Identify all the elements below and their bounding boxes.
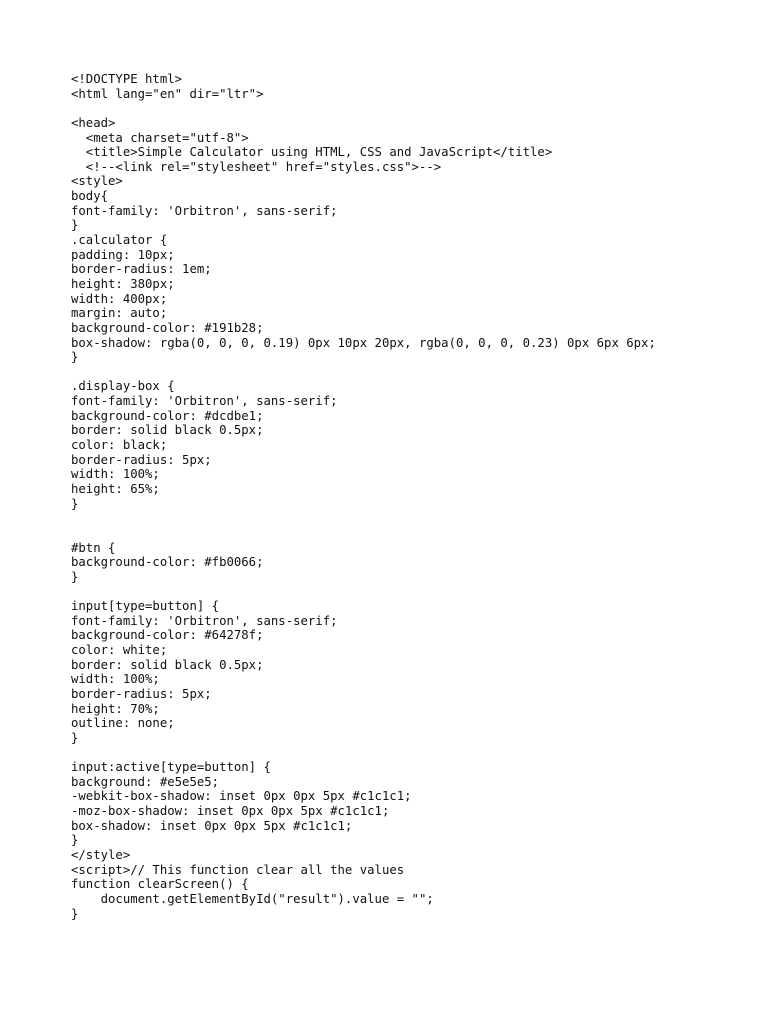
code-line: -webkit-box-shadow: inset 0px 0px 5px #c1c1c1; xyxy=(71,789,412,804)
code-line: border: solid black 0.5px; xyxy=(71,423,264,438)
code-line: box-shadow: inset 0px 0px 5px #c1c1c1; xyxy=(71,818,353,833)
code-line: } xyxy=(71,496,79,511)
code-listing xyxy=(71,72,656,921)
code-line: } xyxy=(71,833,79,848)
code-line: background-color: #fb0066; xyxy=(71,555,264,570)
code-line: background: #e5e5e5; xyxy=(71,774,220,789)
code-line: background-color: #dcdbe1; xyxy=(71,408,264,423)
code-line xyxy=(71,745,656,760)
code-line: </style> xyxy=(71,847,131,862)
code-line: } xyxy=(71,730,79,745)
code-line: width: 100%; xyxy=(71,467,160,482)
code-line: <html lang="en" dir="ltr"> xyxy=(71,86,264,101)
code-line xyxy=(71,101,656,116)
code-line xyxy=(71,584,656,599)
code-line: .display-box { xyxy=(71,379,175,394)
code-line: font-family: 'Orbitron', sans-serif; xyxy=(71,203,338,218)
code-line: border: solid black 0.5px; xyxy=(71,657,264,672)
code-line: } xyxy=(71,906,79,921)
code-line: height: 380px; xyxy=(71,276,175,291)
code-line: <!DOCTYPE html> xyxy=(71,72,183,86)
code-line: height: 70%; xyxy=(71,701,160,716)
code-line: background-color: #64278f; xyxy=(71,628,264,643)
code-line: width: 100%; xyxy=(71,672,160,687)
code-line: } xyxy=(71,569,79,584)
code-line: } xyxy=(71,218,79,233)
code-line: <title>Simple Calculator using HTML, CSS and JavaScript</title> xyxy=(71,145,553,160)
code-line: border-radius: 1em; xyxy=(71,262,212,277)
code-line xyxy=(71,511,656,526)
code-line: } xyxy=(71,350,79,365)
code-line: #btn { xyxy=(71,540,116,555)
code-line: padding: 10px; xyxy=(71,247,175,262)
code-line: font-family: 'Orbitron', sans-serif; xyxy=(71,394,338,409)
code-line: margin: auto; xyxy=(71,306,168,321)
code-line: width: 400px; xyxy=(71,291,168,306)
code-line: input:active[type=button] { xyxy=(71,760,271,775)
code-line: <!--<link rel="stylesheet" href="styles.css">--> xyxy=(71,159,442,174)
code-line xyxy=(71,365,656,380)
code-line: height: 65%; xyxy=(71,481,160,496)
code-line: .calculator { xyxy=(71,233,168,248)
code-line: document.getElementById("result").value = ""; xyxy=(71,891,434,906)
code-line: <script>// This function clear all the values xyxy=(71,862,405,877)
code-line xyxy=(71,526,656,541)
code-line: outline: none; xyxy=(71,716,175,731)
code-line: box-shadow: rgba(0, 0, 0, 0.19) 0px 10px 20px, rgba(0, 0, 0, 0.23) 0px 6px 6px; xyxy=(71,335,656,350)
code-line: input[type=button] { xyxy=(71,599,220,614)
code-line: <style> xyxy=(71,174,123,189)
code-line: color: white; xyxy=(71,642,168,657)
code-line: -moz-box-shadow: inset 0px 0px 5px #c1c1c1; xyxy=(71,804,390,819)
code-line: color: black; xyxy=(71,438,168,453)
code-line: <head> xyxy=(71,115,116,130)
code-line: background-color: #191b28; xyxy=(71,320,264,335)
code-line: font-family: 'Orbitron', sans-serif; xyxy=(71,613,338,628)
code-line: border-radius: 5px; xyxy=(71,686,212,701)
code-line: <meta charset="utf-8"> xyxy=(71,130,249,145)
code-line: body{ xyxy=(71,189,109,204)
code-line: function clearScreen() { xyxy=(71,877,249,892)
code-line: border-radius: 5px; xyxy=(71,452,212,467)
